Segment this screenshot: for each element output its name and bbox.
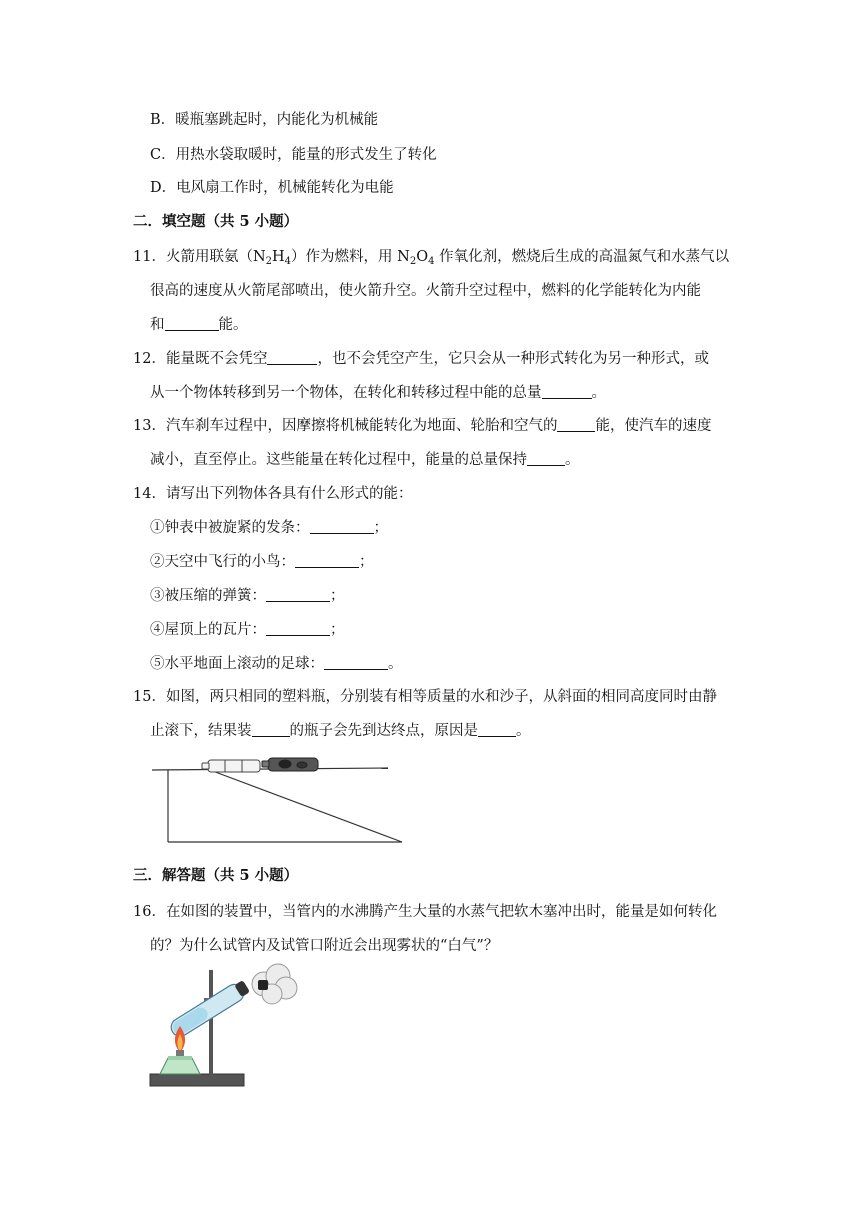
cork-in-steam — [258, 980, 268, 990]
question-11-line-2: 很高的速度从火箭尾部喷出，使火箭升空。火箭升空过程中，燃料的化学能转化为内能 — [150, 283, 701, 299]
q14-item-end: ； — [359, 554, 374, 570]
question-13-line-2 — [150, 450, 580, 470]
q13-text: 13．汽车刹车过程中，因摩擦将机械能转化为地面、轮胎和空气的 — [133, 418, 558, 434]
answer-blank[interactable] — [165, 316, 219, 331]
q13-text: 能，使汽车的速度 — [595, 418, 712, 434]
q14-item-text: ⑤水平地面上滚动的足球： — [150, 656, 324, 672]
question-14-item-5 — [150, 654, 403, 674]
question-14-item-1 — [150, 518, 388, 538]
answer-blank[interactable] — [557, 417, 595, 432]
section-heading-fill-in: 二．填空题（共 5 小题） — [133, 213, 299, 230]
q11-text: 和 — [150, 317, 165, 333]
q11-text: ）作为燃料，用 N — [291, 249, 410, 265]
incline-slope — [210, 770, 402, 842]
option-b: B．暖瓶塞跳起时，内能化为机械能 — [150, 112, 379, 128]
question-15-line-1: 15．如图，两只相同的塑料瓶，分别装有相等质量的水和沙子，从斜面的相同高度同时由静 — [133, 689, 717, 705]
alcohol-lamp — [160, 1058, 200, 1074]
incline-bottles-figure — [150, 752, 410, 848]
q11-text: O — [416, 249, 429, 265]
q14-item-text: ②天空中飞行的小鸟： — [150, 554, 295, 570]
section-heading-answer: 三．解答题（共 5 小题） — [133, 867, 299, 884]
question-14-stem: 14．请写出下列物体各具有什么形式的能： — [133, 486, 413, 502]
test-tube-apparatus-figure — [146, 962, 306, 1092]
question-15-line-2 — [150, 721, 531, 741]
q13-text: 减小，直至停止。这些能量在转化过程中，能量的总量保持 — [150, 452, 527, 468]
answer-blank[interactable] — [542, 384, 592, 399]
question-16-line-2: 的？为什么试管内及试管口附近会出现雾状的“白气”？ — [150, 938, 499, 954]
answer-blank[interactable] — [324, 655, 388, 670]
q14-item-text: ①钟表中被旋紧的发条： — [150, 520, 310, 536]
q12-text: 从一个物体转移到另一个物体，在转化和转移过程中能的总量 — [150, 385, 542, 401]
question-11-line-1 — [133, 247, 729, 272]
question-12-line-1 — [133, 349, 709, 369]
q11-text: H — [272, 249, 285, 265]
q11-text: 能。 — [218, 317, 248, 333]
q12-text: 12．能量既不会凭空 — [133, 351, 268, 367]
question-12-line-2 — [150, 383, 606, 403]
q14-item-end: 。 — [388, 656, 403, 672]
q11-text: 11．火箭用联氨（N — [133, 249, 266, 265]
q13-text: 。 — [565, 452, 580, 468]
q11-text: 作氧化剂，燃烧后生成的高温氮气和水蒸气以 — [434, 249, 730, 265]
answer-blank[interactable] — [266, 587, 330, 602]
q14-item-text: ④屋顶上的瓦片： — [150, 622, 266, 638]
question-13-line-1 — [133, 416, 711, 436]
water-bottle — [202, 760, 260, 772]
q14-item-end: ； — [373, 520, 388, 536]
option-c: C．用热水袋取暖时，能量的形式发生了转化 — [150, 147, 437, 163]
answer-blank[interactable] — [527, 451, 565, 466]
question-14-item-2 — [150, 552, 374, 572]
q12-text: ，也不会凭空产生，它只会从一种形式转化为另一种形式，或 — [317, 351, 709, 367]
q14-item-end: ； — [330, 622, 345, 638]
q14-item-text: ③被压缩的弹簧： — [150, 588, 266, 604]
answer-blank[interactable] — [310, 519, 374, 534]
q15-text: 的瓶子会先到达终点，原因是 — [289, 723, 478, 739]
lamp-wick-holder — [176, 1050, 184, 1056]
question-16-line-1: 16．在如图的装置中，当管内的水沸腾产生大量的水蒸气把软木塞冲出时，能量是如何转化 — [133, 904, 717, 920]
q11-sub: 2 — [409, 256, 417, 267]
stand-base — [150, 1074, 244, 1086]
q11-sub: 2 — [265, 256, 273, 267]
question-14-item-4 — [150, 620, 345, 640]
q11-sub: 4 — [428, 256, 435, 267]
stand-rod — [209, 970, 213, 1076]
question-11-line-3 — [150, 315, 248, 335]
question-14-item-3 — [150, 586, 345, 606]
answer-blank[interactable] — [252, 722, 290, 737]
q11-sub: 4 — [284, 256, 292, 267]
q15-text: 止滚下，结果装 — [150, 723, 252, 739]
answer-blank[interactable] — [267, 350, 317, 365]
q12-text: 。 — [591, 385, 606, 401]
option-d: D．电风扇工作时，机械能转化为电能 — [150, 180, 394, 196]
answer-blank[interactable] — [266, 621, 330, 636]
q15-text: 。 — [516, 723, 531, 739]
answer-blank[interactable] — [478, 722, 516, 737]
sand-bottle — [262, 758, 318, 771]
q14-item-end: ； — [330, 588, 345, 604]
answer-blank[interactable] — [295, 553, 359, 568]
